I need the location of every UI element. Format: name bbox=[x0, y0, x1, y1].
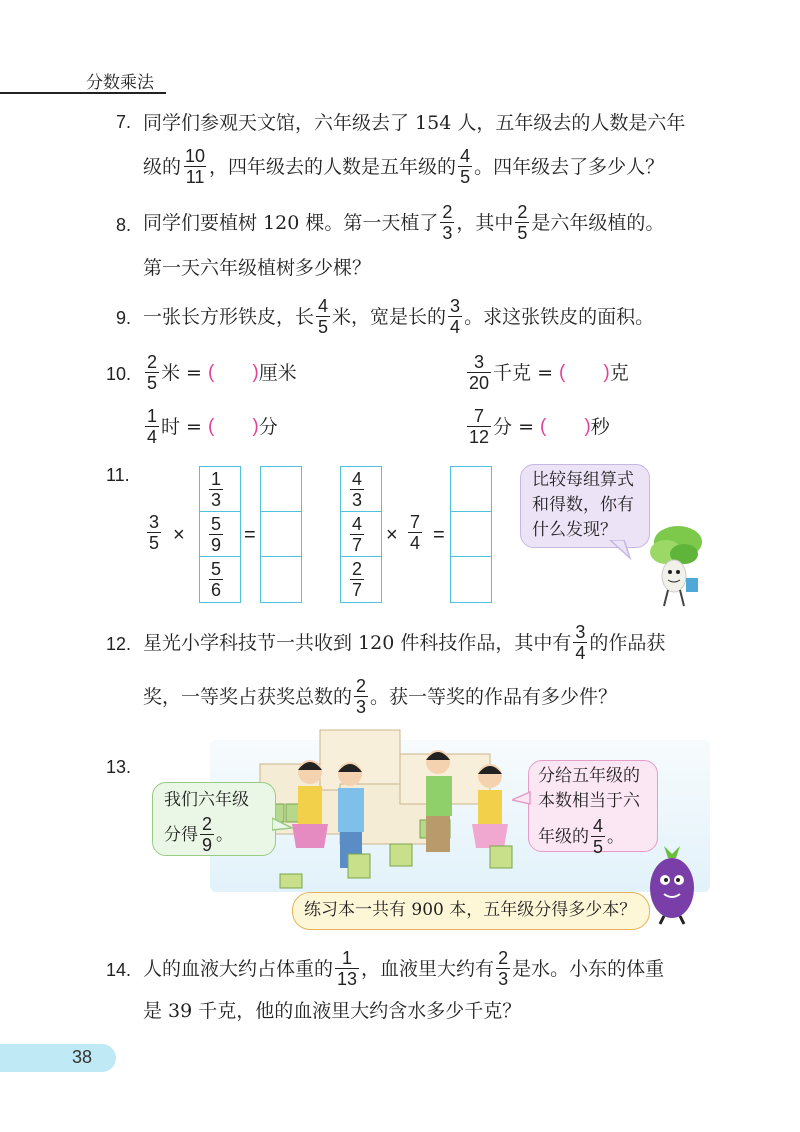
question-number: 10. bbox=[106, 364, 132, 384]
fraction: $\frac{7}{4}$ bbox=[410, 512, 421, 553]
answer-blank-close: ) bbox=[252, 361, 259, 383]
q9-line bbox=[143, 296, 654, 337]
bubble-text: 分得 $\frac{2}{9}$ 。 bbox=[164, 814, 234, 855]
bubble-tail bbox=[272, 816, 294, 834]
page-number-tab bbox=[0, 1044, 116, 1072]
answer-blank-open: ( bbox=[208, 415, 215, 437]
unit-label: 米 = bbox=[161, 361, 202, 384]
fraction: $\frac{4}{3}$ bbox=[352, 469, 363, 510]
fraction: $\frac{4}{5}$ bbox=[318, 296, 329, 337]
q12-text-b: 的作品获 bbox=[589, 631, 666, 654]
unit-label: 克 bbox=[609, 361, 629, 384]
fraction: $\frac{2}{3}$ bbox=[356, 676, 367, 717]
answer-blank-close: ) bbox=[252, 415, 259, 437]
bubble-text: 我们六年级 bbox=[164, 790, 249, 810]
q8-text-b: ，其中 bbox=[456, 211, 514, 234]
answer-blank-close: ) bbox=[584, 415, 591, 437]
unit-label: 分 bbox=[258, 415, 278, 438]
answer-blank-open: ( bbox=[208, 361, 215, 383]
eggplant-mascot-illustration bbox=[638, 842, 704, 926]
q12-text-d: 。获一等奖的作品有多少件？ bbox=[370, 685, 618, 708]
equals-sign: = bbox=[433, 524, 445, 546]
unit-label: 秒 bbox=[590, 415, 610, 438]
cell-divider bbox=[261, 511, 301, 512]
column-fraction bbox=[348, 514, 366, 555]
q8-line2: 第一天六年级植树多少棵？ bbox=[143, 257, 372, 279]
page-number: 38 bbox=[72, 1047, 93, 1067]
fraction: $\frac{2}{5}$ bbox=[147, 352, 158, 393]
cell-divider bbox=[451, 556, 491, 557]
question-number: 14. bbox=[106, 960, 132, 980]
unit-label: 千克 = bbox=[493, 361, 553, 384]
fraction: $\frac{3}{4}$ bbox=[450, 296, 461, 337]
q7-line1: 同学们参观天文馆，六年级去了 154 人，五年级去的人数是六年 bbox=[143, 112, 686, 134]
q7-text-b: ，四年级去的人数是五年级的 bbox=[209, 155, 457, 178]
answer-blank-open: ( bbox=[559, 361, 566, 383]
column-fraction bbox=[348, 469, 366, 510]
q9-text-b: 米，宽是长的 bbox=[332, 305, 447, 328]
q14-text-c: 是水。小东的体重 bbox=[512, 957, 665, 980]
q12-text-a: 星光小学科技节一共收到 120 件科技作品，其中有 bbox=[143, 631, 572, 654]
vegetable-mascot-illustration bbox=[640, 524, 706, 610]
equals-sign: = bbox=[244, 524, 256, 546]
fraction: $\frac{1}{13}$ bbox=[337, 948, 358, 989]
bubble-question: 练习本一共有 900 本，五年级分得多少本？ bbox=[304, 900, 637, 920]
question-number: 12. bbox=[106, 634, 132, 654]
q7-line2 bbox=[143, 146, 664, 187]
q14-text-a: 人的血液大约占体重的 bbox=[143, 957, 334, 980]
cell-divider bbox=[451, 511, 491, 512]
times-sign: × bbox=[173, 524, 185, 546]
bubble-tail bbox=[608, 540, 634, 560]
fraction: $\frac{7}{12}$ bbox=[469, 406, 490, 447]
fraction: $\frac{3}{4}$ bbox=[575, 622, 586, 663]
q14-line2: 是 39 千克，他的血液里大约含水多少千克？ bbox=[143, 1000, 522, 1022]
fraction: $\frac{5}{6}$ bbox=[211, 559, 222, 600]
conversion-item bbox=[465, 406, 610, 447]
unit-label: 厘米 bbox=[258, 361, 297, 384]
cell-divider bbox=[200, 556, 240, 557]
q8-text-c: 是六年级植的。 bbox=[531, 211, 665, 234]
bubble-text: 年级的 $\frac{4}{5}$ 。 bbox=[538, 816, 625, 857]
conversion-item bbox=[143, 352, 297, 393]
page-title: 分数乘法 bbox=[86, 73, 154, 93]
fraction: $\frac{1}{3}$ bbox=[211, 469, 222, 510]
fraction: $\frac{3}{20}$ bbox=[469, 352, 490, 393]
conversion-item bbox=[143, 406, 278, 447]
column-fraction bbox=[348, 559, 366, 600]
conversion-item bbox=[465, 352, 629, 393]
column-fraction bbox=[207, 469, 225, 510]
unit-label: 时 = bbox=[161, 415, 202, 438]
fraction: $\frac{4}{5}$ bbox=[460, 146, 471, 187]
fraction: $\frac{1}{4}$ bbox=[147, 406, 158, 447]
students-with-notebooks-illustration bbox=[240, 724, 540, 894]
fraction: $\frac{2}{3}$ bbox=[442, 202, 453, 243]
q12-line1 bbox=[143, 622, 665, 663]
q11-right-factor bbox=[406, 512, 424, 553]
times-sign: × bbox=[386, 524, 398, 546]
fraction: $\frac{4}{5}$ bbox=[593, 816, 604, 857]
fraction: $\frac{2}{3}$ bbox=[498, 948, 509, 989]
fraction: $\frac{4}{7}$ bbox=[352, 514, 363, 555]
question-number: 7. bbox=[116, 112, 132, 132]
fraction: $\frac{2}{9}$ bbox=[202, 814, 213, 855]
q12-text-c: 奖，一等奖占获奖总数的 bbox=[143, 685, 353, 708]
q7-text-a: 级的 bbox=[143, 155, 182, 178]
question-number: 8. bbox=[116, 215, 132, 235]
q11-left-factor bbox=[145, 512, 163, 553]
fraction: $\frac{3}{5}$ bbox=[149, 512, 160, 553]
q9-text-a: 一张长方形铁皮，长 bbox=[143, 305, 315, 328]
q12-line2 bbox=[143, 676, 617, 717]
unit-label: 分 = bbox=[493, 415, 534, 438]
fraction: $\frac{2}{7}$ bbox=[352, 559, 363, 600]
fraction: $\frac{10}{11}$ bbox=[185, 146, 206, 187]
cell-divider bbox=[200, 511, 240, 512]
q14-text-b: ，血液里大约有 bbox=[361, 957, 495, 980]
q9-text-c: 。求这张铁皮的面积。 bbox=[464, 305, 655, 328]
answer-blank-open: ( bbox=[540, 415, 547, 437]
fraction: $\frac{5}{9}$ bbox=[211, 514, 222, 555]
q14-line1 bbox=[143, 948, 664, 989]
column-fraction bbox=[207, 514, 225, 555]
answer-column[interactable] bbox=[260, 466, 302, 603]
answer-column[interactable] bbox=[450, 466, 492, 603]
fraction: $\frac{2}{5}$ bbox=[517, 202, 528, 243]
q8-line1 bbox=[143, 202, 664, 243]
column-fraction bbox=[207, 559, 225, 600]
cell-divider bbox=[341, 511, 381, 512]
cell-divider bbox=[341, 556, 381, 557]
bubble-tail bbox=[512, 790, 532, 808]
question-number: 9. bbox=[116, 308, 132, 328]
bubble-text: 分给五年级的 本数相当于六 bbox=[538, 766, 640, 811]
question-number: 13. bbox=[106, 757, 132, 777]
cell-divider bbox=[261, 556, 301, 557]
question-number: 11. bbox=[106, 465, 130, 485]
q8-text-a: 同学们要植树 120 棵。第一天植了 bbox=[143, 211, 439, 234]
answer-blank-close: ) bbox=[603, 361, 610, 383]
bubble-text: 比较每组算式 和得数，你有 什么发现？ bbox=[532, 470, 634, 540]
q7-text-c: 。四年级去了多少人？ bbox=[474, 155, 665, 178]
